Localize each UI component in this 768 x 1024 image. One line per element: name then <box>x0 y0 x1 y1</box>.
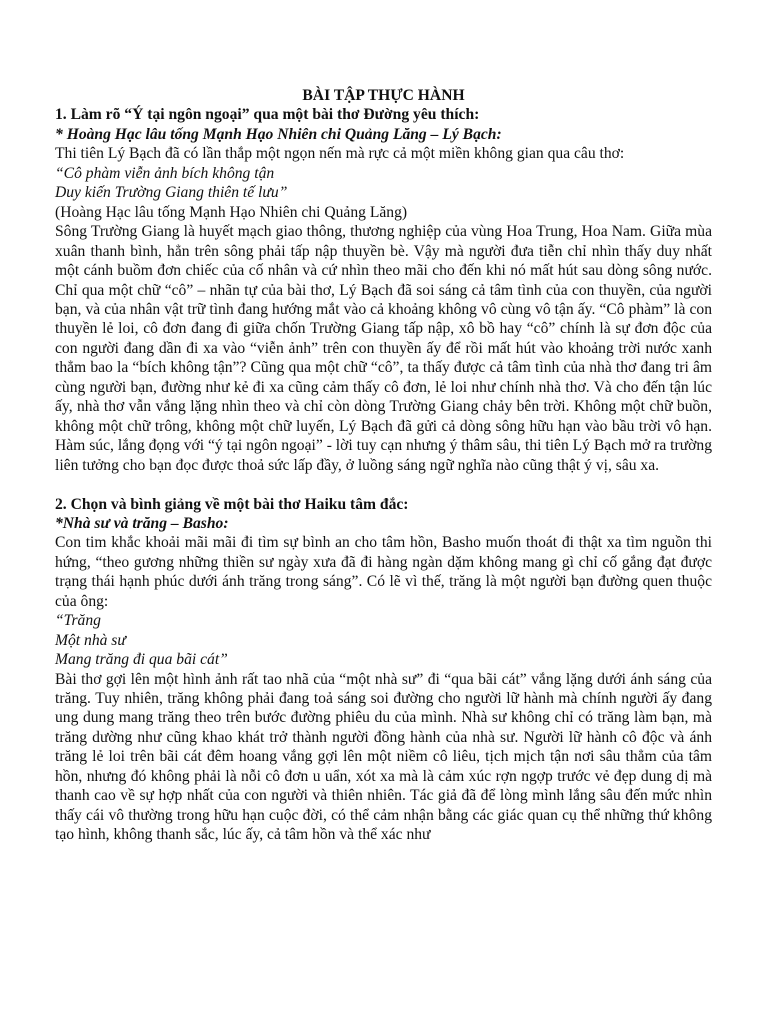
document-page <box>55 86 712 845</box>
section-2-body: Bài thơ gợi lên một hình ảnh rất tao nhã của “một nhà sư” đi “qua bãi cát” vắng lặng dưới ánh sáng của trăng. Tuy nhiên, trăng không phải đang toả sáng soi đường cho người lữ hành mà chính người ấy đang ung dung mang trăng theo trên bước đường phiêu du của mình. Nhà sư không chỉ có trăng làm bạn, mà trăng dường như cũng khao khát trở thành người đồng hành của nhà sư. Người lữ hành cô độc và ánh trăng lẻ loi trên bãi cát đêm hoang vắng gợi lên một niềm cô liêu, tịch mịch tận nơi sâu thẳm của tâm hồn, nhưng đó không phải là nỗi cô đơn u uẩn, xót xa mà là cảm xúc rợn ngợp trước vẻ đẹp dung dị mà thanh cao về sự hợp nhất của con người và thiên nhiên. Tác giả đã để lòng mình lắng sâu đến mức nhìn thấy cái vô thường trong hữu hạn cuộc đời, có thể cảm nhận bằng các giác quan cụ thể những thứ không tạo hình, không thanh sắc, lúc ấy, cả tâm hồn và thể xác như <box>55 670 712 844</box>
document-title: BÀI TẬP THỰC HÀNH <box>302 87 465 104</box>
section-1-body: Sông Trường Giang là huyết mạch giao thông, thương nghiệp của vùng Hoa Trung, Hoa Nam. Giữa mùa xuân thanh bình, hẳn trên sông phải tấp nập thuyền bè. Vậy mà người đưa tiễn chỉ nhìn thấy duy nhất một cánh buồm đơn chiếc của cố nhân và cứ nhìn theo mãi cho đến khi nó mất hút sau dòng sông nước. Chỉ qua một chữ “cô” – nhãn tự của bài thơ, Lý Bạch đã soi sáng cả tâm tình của con thuyền, của người bạn, và của nhân vật trữ tình đang hướng mắt vào cả khoảng không vô cùng vô tận ấy. “Cô phàm” là con thuyền lẻ loi, cô đơn đang đi giữa chốn Trường Giang tấp nập, xô bồ hay “cô” chính là sự đơn độc của con người đang dần đi xa vào “viễn ảnh” trên con thuyền ấy để rồi mất hút vào khoảng trời nước xanh thẳm bao la “bích không tận”? Cũng qua một chữ “cô”, ta thấy được cả tâm tình của nhà thơ đang tri âm cùng người bạn, đường như kẻ đi xa cũng cảm thấy cô đơn, lẻ loi như chính nhà thơ. Và cho đến tận lúc ấy, nhà thơ vẫn vắng lặng nhìn theo và chỉ còn dòng Trường Giang chảy bên trời. Không một chữ buồn, không một chữ trông, không một chữ luyến, Lý Bạch đã gửi cả dòng sông hữu hạn vào bầu trời vô hạn. Hàm súc, lắng đọng với “ý tại ngôn ngoại” - lời tuy cạn nhưng ý thâm sâu, thi tiên Lý Bạch mở ra trường liên tưởng cho bạn đọc được thoả sức lấp đầy, ở luồng sáng ngữ nghĩa nào cũng thật ý vị, sâu xa. <box>55 223 712 474</box>
section-2-verse-line: Mang trăng đi qua bãi cát” <box>55 651 228 669</box>
section-2-verse-line: Một nhà sư <box>55 631 126 649</box>
section-1-heading: 1. Làm rõ “Ý tại ngôn ngoại” qua một bài thơ Đường yêu thích: <box>55 106 480 124</box>
section-1-verse-line: Duy kiến Trường Giang thiên tế lưu” <box>55 184 288 202</box>
paragraph-gap <box>55 475 712 494</box>
section-2-subheading: *Nhà sư và trăng – Basho: <box>55 514 229 532</box>
section-2-intro: Con tim khắc khoải mãi mãi đi tìm sự bình an cho tâm hồn, Basho muốn thoát đi thật xa tìm nguồn thi hứng, “theo gương những thiền sư ngày xưa đã đi hàng ngàn dặm không mang gì chỉ cố gắng đạt được trạng thái hạnh phúc dưới ánh trăng trong sáng”. Có lẽ vì thế, trăng là một người bạn đường quen thuộc của ông: <box>55 534 712 610</box>
section-2-heading: 2. Chọn và bình giảng về một bài thơ Haiku tâm đắc: <box>55 495 409 513</box>
section-1-subheading: * Hoàng Hạc lâu tống Mạnh Hạo Nhiên chi Quảng Lăng – Lý Bạch: <box>55 125 502 143</box>
section-1-source: (Hoàng Hạc lâu tống Mạnh Hạo Nhiên chi Quảng Lăng) <box>55 203 408 221</box>
section-1-verse-line: “Cô phàm viễn ảnh bích không tận <box>55 164 275 182</box>
section-1-intro: Thi tiên Lý Bạch đã có lần thắp một ngọn nến mà rực cả một miền không gian qua câu thơ: <box>55 145 625 163</box>
section-2-verse-line: “Trăng <box>55 612 101 630</box>
